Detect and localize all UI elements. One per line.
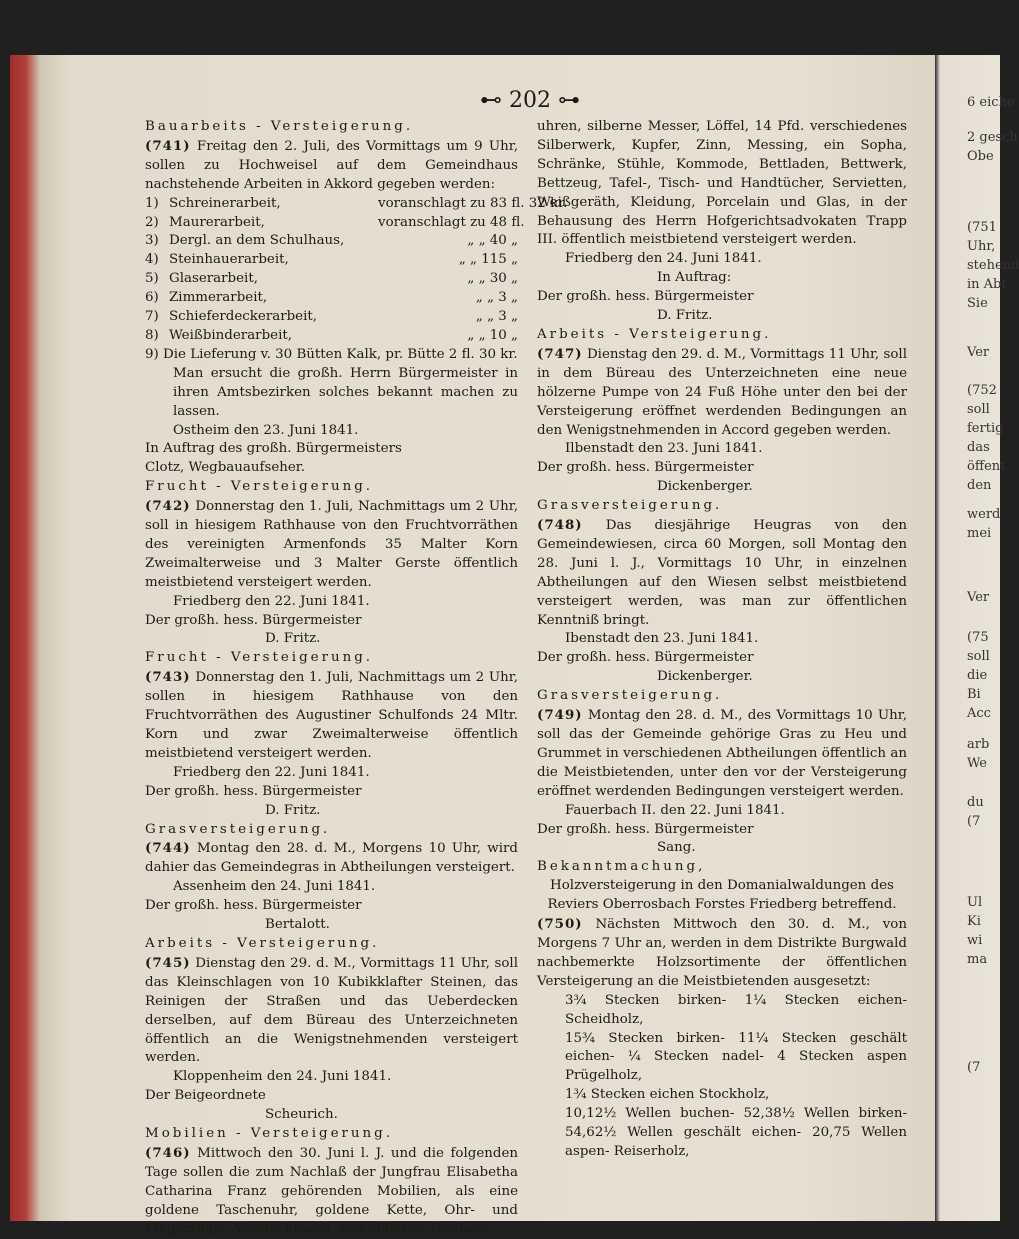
next-page-edge [935, 55, 1019, 1221]
list-item: 15¾ Stecken birken- 11¼ Stecken geschält eichen- ¼ Stecken nadel- 4 Stecken aspen Prügelholz, [565, 1030, 907, 1084]
section-heading: Frucht - Versteigerung. [145, 650, 374, 666]
list-item: 4) Steinhauerarbeit, „ „ 115 „ [145, 252, 518, 268]
list-item: 1¾ Stecken eichen Stockholz, [565, 1087, 770, 1103]
signature-name: Bertalott. [265, 917, 330, 933]
signature-name: Dickenberger. [657, 479, 753, 495]
fragment: soll [967, 649, 990, 664]
place-date: Fauerbach II. den 22. Juni 1841. [565, 802, 785, 818]
list-item: 3¾ Stecken birken- 1¼ Stecken eichen- Scheidholz, [565, 992, 907, 1027]
fragment: Ul [967, 895, 983, 910]
notice-748: (748) Das diesjährige Heugras von den Gemeindewiesen, circa 60 Morgen, soll Montag den 28. Juni l. J., Vormittags 10 Uhr, in einzelnen Abtheilungen auf den Wiesen selbst meistbietend versteigert werden, was man zur öffentlichen Kenntniß bringt. [537, 517, 907, 628]
signature-line: Der großh. hess. Bürgermeister [145, 612, 362, 628]
fragment: (7 [967, 814, 981, 829]
signature-line: Der großh. hess. Bürgermeister [537, 289, 754, 305]
fragment: 6 eiche [967, 95, 1015, 110]
notice-742: (742) Donnerstag den 1. Juli, Nachmittags um 2 Uhr, soll in hiesigem Rathhause von den Fruchtvorräthen des vereinigten Armenfonds 35 Malter Korn Zweimalterweise und 3 Malter Gerste öffentlich meistbietend versteigert werden. [145, 498, 518, 590]
signature-line: Der großh. hess. Bürgermeister [145, 898, 362, 914]
notice-749: (749) Montag den 28. d. M., des Vormittags 10 Uhr, soll das der Gemeinde gehörige Gras zu Heu und Grummet in verschiedenen Abtheilungen öffentlich an die Meistbietenden, unter den vor der Versteigerung eröffnet werdenden Bedingungen versteigert werden. [537, 707, 907, 799]
section-heading: Arbeits - Versteigerung. [537, 326, 772, 342]
notice-note: Man ersucht die großh. Herrn Bürgermeister in ihren Amtsbezirken solches bekannt machen zu lassen. [173, 365, 518, 419]
fragment: Ki [967, 914, 981, 929]
place-date: Ostheim den 23. Juni 1841. [173, 422, 359, 438]
fragment: den [967, 478, 992, 493]
section-heading: Grasversteigerung. [537, 498, 723, 514]
list-item: 1) Schreinerarbeit, voranschlagt zu 83 fl. 32 kr. [145, 195, 568, 211]
fragment: soll [967, 402, 990, 417]
signature-name: Dickenberger. [657, 669, 753, 685]
place-date: Ilbenstadt den 23. Juni 1841. [565, 441, 763, 457]
fragment: ma [967, 952, 988, 967]
notice-746: (746) Mittwoch den 30. Juni l. J. und die folgenden Tage sollen die zum Nachlaß der Jungfrau Elisabetha Catharina Franz gehörenden Mobilien, als eine goldene Taschenuhr, goldene Kette, Ohr- und Fingerringe, Vorstecknadel, vier silberne Taschen- [145, 1144, 518, 1237]
fragment: (752 [967, 383, 997, 398]
notice-746-continued: uhren, silberne Messer, Löffel, 14 Pfd. verschiedenes Silberwerk, Kupfer, Zinn, Messing, ein Sopha, Schränke, Stühle, Kommode, Bettladen, Bettwerk, Bettzeug, Tafel-, Tisch- und Handtücher, Servietten, Weißgeräth, Kleidung, Porcelain und Glas, in der Behausung des Herrn Hofgerichtsadvokaten Trapp III. öffentlich meistbietend versteigert werden. [537, 119, 907, 248]
signature-line: Der großh. hess. Bürgermeister [537, 460, 754, 476]
section-heading: Grasversteigerung. [537, 688, 723, 704]
fragment: (75 [967, 630, 989, 645]
fragment: Ver [967, 590, 990, 605]
signature-name: Sang. [657, 840, 696, 856]
fragment: werd [967, 507, 1001, 522]
fragment: Obe [967, 149, 994, 164]
signature-name: D. Fritz. [265, 631, 321, 647]
place-date: Friedberg den 22. Juni 1841. [173, 764, 370, 780]
fragment: 2 gesch [967, 130, 1018, 145]
signature-line: Der großh. hess. Bürgermeister [145, 783, 362, 799]
work-list [145, 195, 568, 346]
place-date: Friedberg den 22. Juni 1841. [173, 593, 370, 609]
fragment: in Abt [967, 277, 1007, 292]
signature-line: In Auftrag: [657, 270, 732, 286]
list-item-9: 9) Die Lieferung v. 30 Bütten Kalk, pr. Bütte 2 fl. 30 kr. [145, 346, 518, 362]
notice-747: (747) Dienstag den 29. d. M., Vormittags 11 Uhr, soll in dem Büreau des Unterzeichneten eine neue hölzerne Pumpe von 24 Fuß Höhe unter den bei der Versteigerung eröffnet werdenden Bedingungen an den Wenigstnehmenden in Accord gegeben werden. [537, 345, 907, 438]
list-item: 7) Schieferdeckerarbeit, „ „ 3 „ [145, 309, 518, 325]
ornament-left: ⊷ [480, 88, 509, 113]
fragment: Bi [967, 687, 981, 702]
fragment: das [967, 440, 990, 455]
section-heading: Grasversteigerung. [145, 821, 331, 837]
fragment: öffent [967, 459, 1006, 474]
left-column [145, 118, 568, 1239]
fragment: (751 [967, 220, 997, 235]
fragment: wi [967, 933, 983, 948]
section-heading: Frucht - Versteigerung. [145, 479, 374, 495]
notice-745: (745) Dienstag den 29. d. M., Vormittags 11 Uhr, soll das Kleinschlagen von 10 Kubikklafter Steinen, das Reinigen der Straßen und das Ueberdecken derselben, auf dem Büreau des Unterzeichneten öffentlich an die Wenigstnehmenden versteigert werden. [145, 954, 518, 1066]
list-item: 10,12½ Wellen buchen- 52,38½ Wellen birken- 54,62½ Wellen geschält eichen- 20,75 Wellen aspen- Reiserholz, [565, 1106, 907, 1159]
section-heading: Bauarbeits - Versteigerung. [145, 119, 414, 134]
fragment: arb [967, 737, 990, 752]
list-item: 6) Zimmerarbeit, „ „ 3 „ [145, 290, 518, 306]
fragment: du [967, 795, 984, 810]
fragment: die [967, 668, 988, 683]
section-heading: Mobilien - Versteigerung. [145, 1126, 393, 1142]
section-heading: Arbeits - Versteigerung. [145, 935, 380, 951]
signature-name: Clotz, Wegbauaufseher. [145, 460, 305, 476]
notice-750: (750) Nächsten Mittwoch den 30. d. M., von Morgens 7 Uhr an, werden in dem Distrikte Burgwald nachbemerkte Holzsortimente der öffentlichen Versteigerung an die Meistbietenden ausgesetzt: [537, 916, 907, 989]
fragment: mei [967, 526, 992, 541]
page-number: ⊷ 202 ⊶ [480, 88, 580, 113]
place-date: Friedberg den 24. Juni 1841. [565, 251, 762, 267]
fragment: (7 [967, 1060, 981, 1075]
signature-line: In Auftrag des großh. Bürgermeisters [145, 441, 402, 457]
signature-name: D. Fritz. [657, 308, 713, 324]
place-date: Kloppenheim den 24. Juni 1841. [173, 1069, 392, 1085]
signature-line: Der großh. hess. Bürgermeister [537, 821, 754, 837]
section-subheading: Holzversteigerung in den Domanialwaldungen des Reviers Oberrosbach Forstes Friedberg betreffend. [547, 878, 897, 913]
signature-line: Der großh. hess. Bürgermeister [537, 650, 754, 666]
right-column [537, 118, 907, 1162]
list-item: 8) Weißbinderarbeit, „ „ 10 „ [145, 327, 518, 343]
section-heading: Bekanntmachung, [537, 859, 706, 875]
fragment: Ver [967, 345, 990, 360]
list-item: 5) Glaserarbeit, „ „ 30 „ [145, 271, 518, 287]
signature-name: Scheurich. [265, 1107, 338, 1123]
signature-name: D. Fritz. [265, 802, 321, 818]
place-date: Ibenstadt den 23. Juni 1841. [565, 631, 759, 647]
notice-741: (741) Freitag den 2. Juli, des Vormittags um 9 Uhr, sollen zu Hochweisel auf dem Gemeindhaus nachstehende Arbeiten in Akkord gegeben werden: [145, 137, 518, 192]
notice-744: (744) Montag den 28. d. M., Morgens 10 Uhr, wird dahier das Gemeindegras in Abtheilungen versteigert. [145, 840, 519, 876]
fragment: We [967, 756, 987, 771]
fragment: Sie [967, 296, 988, 311]
list-item: 3) Dergl. an dem Schulhaus, „ „ 40 „ [145, 233, 518, 249]
list-item: 2) Maurerarbeit, voranschlagt zu 48 fl. [145, 214, 525, 230]
fragment: stehend [967, 258, 1019, 273]
ornament-right: ⊶ [551, 88, 580, 113]
place-date: Assenheim den 24. Juni 1841. [173, 879, 376, 895]
fragment: fertig [967, 421, 1004, 436]
fragment: Uhr, [967, 239, 996, 254]
signature-line: Der Beigeordnete [145, 1088, 266, 1104]
fragment: Acc [967, 706, 991, 721]
notice-743: (743) Donnerstag den 1. Juli, Nachmittags um 2 Uhr, sollen in hiesigem Rathhause von den Fruchtvorräthen des Augustiner Schulfonds 24 Mltr. Korn und zwar Zweimalterweise öffentlich meistbietend versteigert werden. [145, 669, 518, 761]
